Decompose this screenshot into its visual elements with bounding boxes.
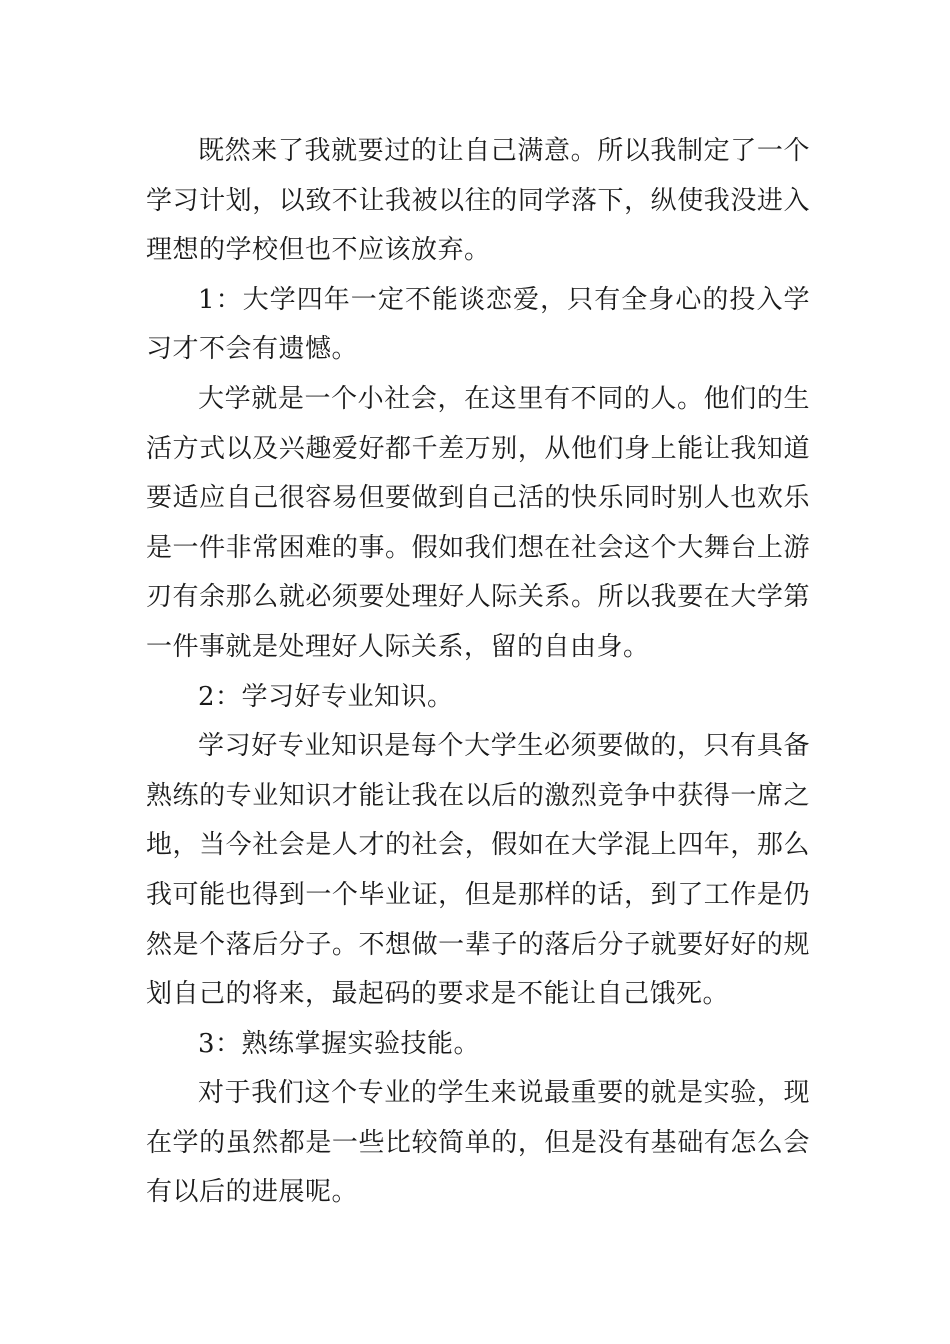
paragraph-experiment: 对于我们这个专业的学生来说最重要的就是实验，现在学的虽然都是一些比较简单的，但是没有基础有怎么会有以后的进展呢。 (146, 1078, 810, 1208)
document-body (146, 127, 810, 1218)
paragraph-point-2: 2：学习好专业知识。 (198, 681, 454, 712)
paragraph-knowledge: 学习好专业知识是每个大学生必须要做的，只有具备熟练的专业知识才能让我在以后的激烈竞争中获得一席之地，当今社会是人才的社会，假如在大学混上四年，那么我可能也得到一个毕业证，但是那样的话，到了工作是仍然是个落后分子。不想做一辈子的落后分子就要好好的规划自己的将来，最起码的要求是不能让自己饿死。 (146, 731, 810, 1010)
paragraph-social: 大学就是一个小社会，在这里有不同的人。他们的生活方式以及兴趣爱好都千差万别，从他们身上能让我知道要适应自己很容易但要做到自己活的快乐同时别人也欢乐是一件非常困难的事。假如我们想在社会这个大舞台上游刃有余那么就必须要处理好人际关系。所以我要在大学第一件事就是处理好人际关系，留的自由身。 (146, 383, 810, 662)
paragraph-intro: 既然来了我就要过的让自己满意。所以我制定了一个学习计划，以致不让我被以往的同学落下，纵使我没进入理想的学校但也不应该放弃。 (146, 136, 810, 266)
paragraph-point-1: 1：大学四年一定不能谈恋爱，只有全身心的投入学习才不会有遗憾。 (146, 284, 810, 365)
paragraph-point-3: 3：熟练掌握实验技能。 (198, 1028, 481, 1059)
